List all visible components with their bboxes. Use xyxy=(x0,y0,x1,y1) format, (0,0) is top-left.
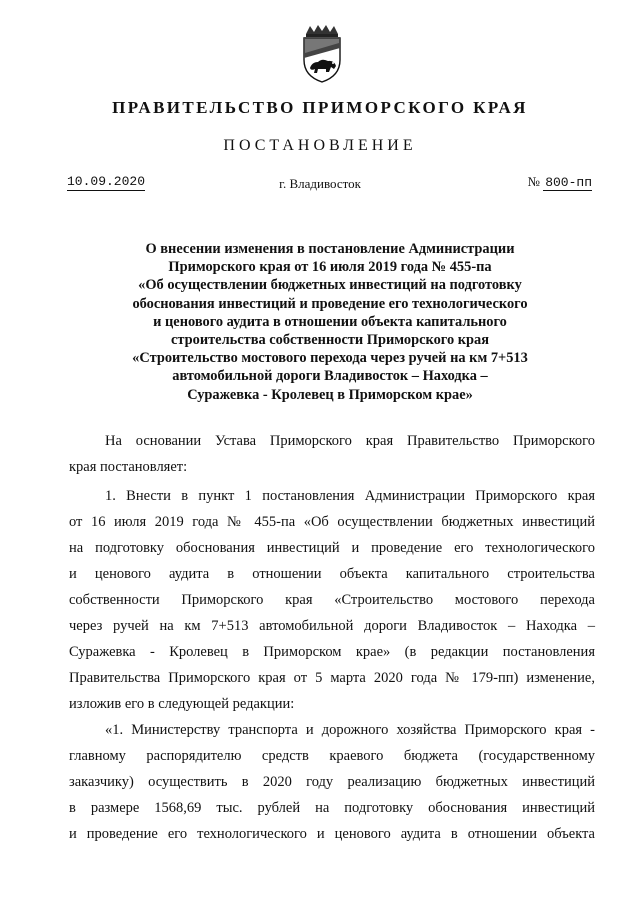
heading-line: О внесении изменения в постановление Администрации xyxy=(145,241,515,257)
body-line: заказчику) осуществить в 2020 году реализацию бюджетных инвестиций xyxy=(69,774,595,790)
paragraph-quoted-item xyxy=(69,717,595,847)
body-line: и проведение его технологического и ценового аудита в отношении объекта xyxy=(69,826,595,842)
heading-line: Суражевка - Кролевец в Приморском крае» xyxy=(187,386,473,403)
coat-of-arms-icon xyxy=(298,24,346,84)
heading-line: «Об осуществлении бюджетных инвестиций на подготовку xyxy=(138,277,522,294)
number-sign: № xyxy=(527,174,540,189)
document-type: ПОСТАНОВЛЕНИЕ xyxy=(223,137,417,154)
body-line: 1. Внести в пункт 1 постановления Администрации Приморского края xyxy=(105,488,595,504)
document-heading xyxy=(80,240,580,404)
body-line: края постановляет: xyxy=(69,459,188,475)
heading-line: строительства собственности Приморского края xyxy=(170,332,490,349)
paragraph-item-1 xyxy=(69,483,595,717)
body-line: изложив его в следующей редакции: xyxy=(69,696,295,712)
paragraph-preamble xyxy=(69,428,595,480)
heading-line: обоснования инвестиций и проведение его технологического xyxy=(132,295,528,312)
document-number: 800-пп xyxy=(545,175,592,190)
body-line: главному распорядителю средств краевого бюджета (государственному xyxy=(69,748,595,764)
body-line: на подготовку обоснования инвестиций и проведение его технологического xyxy=(69,540,595,556)
document-city: г. Владивосток xyxy=(279,176,361,191)
body-line: На основании Устава Приморского края Правительство Приморского xyxy=(105,433,595,449)
heading-line: и ценового аудита в отношении объекта капитального xyxy=(153,313,507,330)
body-line: собственности Приморского края «Строительство мостового перехода xyxy=(69,592,595,608)
organization-title: ПРАВИТЕЛЬСТВО ПРИМОРСКОГО КРАЯ xyxy=(112,98,528,117)
heading-line: автомобильной дороги Владивосток – Находка – xyxy=(172,368,488,385)
body-line: «1. Министерству транспорта и дорожного хозяйства Приморского края - xyxy=(105,722,595,738)
body-line: Правительства Приморского края от 5 марта 2020 года № 179-пп) изменение, xyxy=(69,670,595,686)
heading-line: Приморского края от 16 июля 2019 года № 455-па xyxy=(168,259,492,276)
document-date: 10.09.2020 xyxy=(67,174,146,189)
heading-line: «Строительство мостового перехода через ручей на км 7+513 xyxy=(132,350,528,367)
body-line: в размере 1568,69 тыс. рублей на подготовку обоснования инвестиций xyxy=(69,800,595,816)
body-line: Суражевка - Кролевец в Приморском крае» (в редакции постановления xyxy=(69,644,595,660)
body-line: от 16 июля 2019 года № 455-па «Об осуществлении бюджетных инвестиций xyxy=(69,514,595,530)
body-line: через ручей на км 7+513 автомобильной дороги Владивосток – Находка – xyxy=(69,618,595,634)
document-number-block xyxy=(528,174,592,191)
body-line: и ценового аудита в отношении объекта капитального строительства xyxy=(69,566,595,582)
